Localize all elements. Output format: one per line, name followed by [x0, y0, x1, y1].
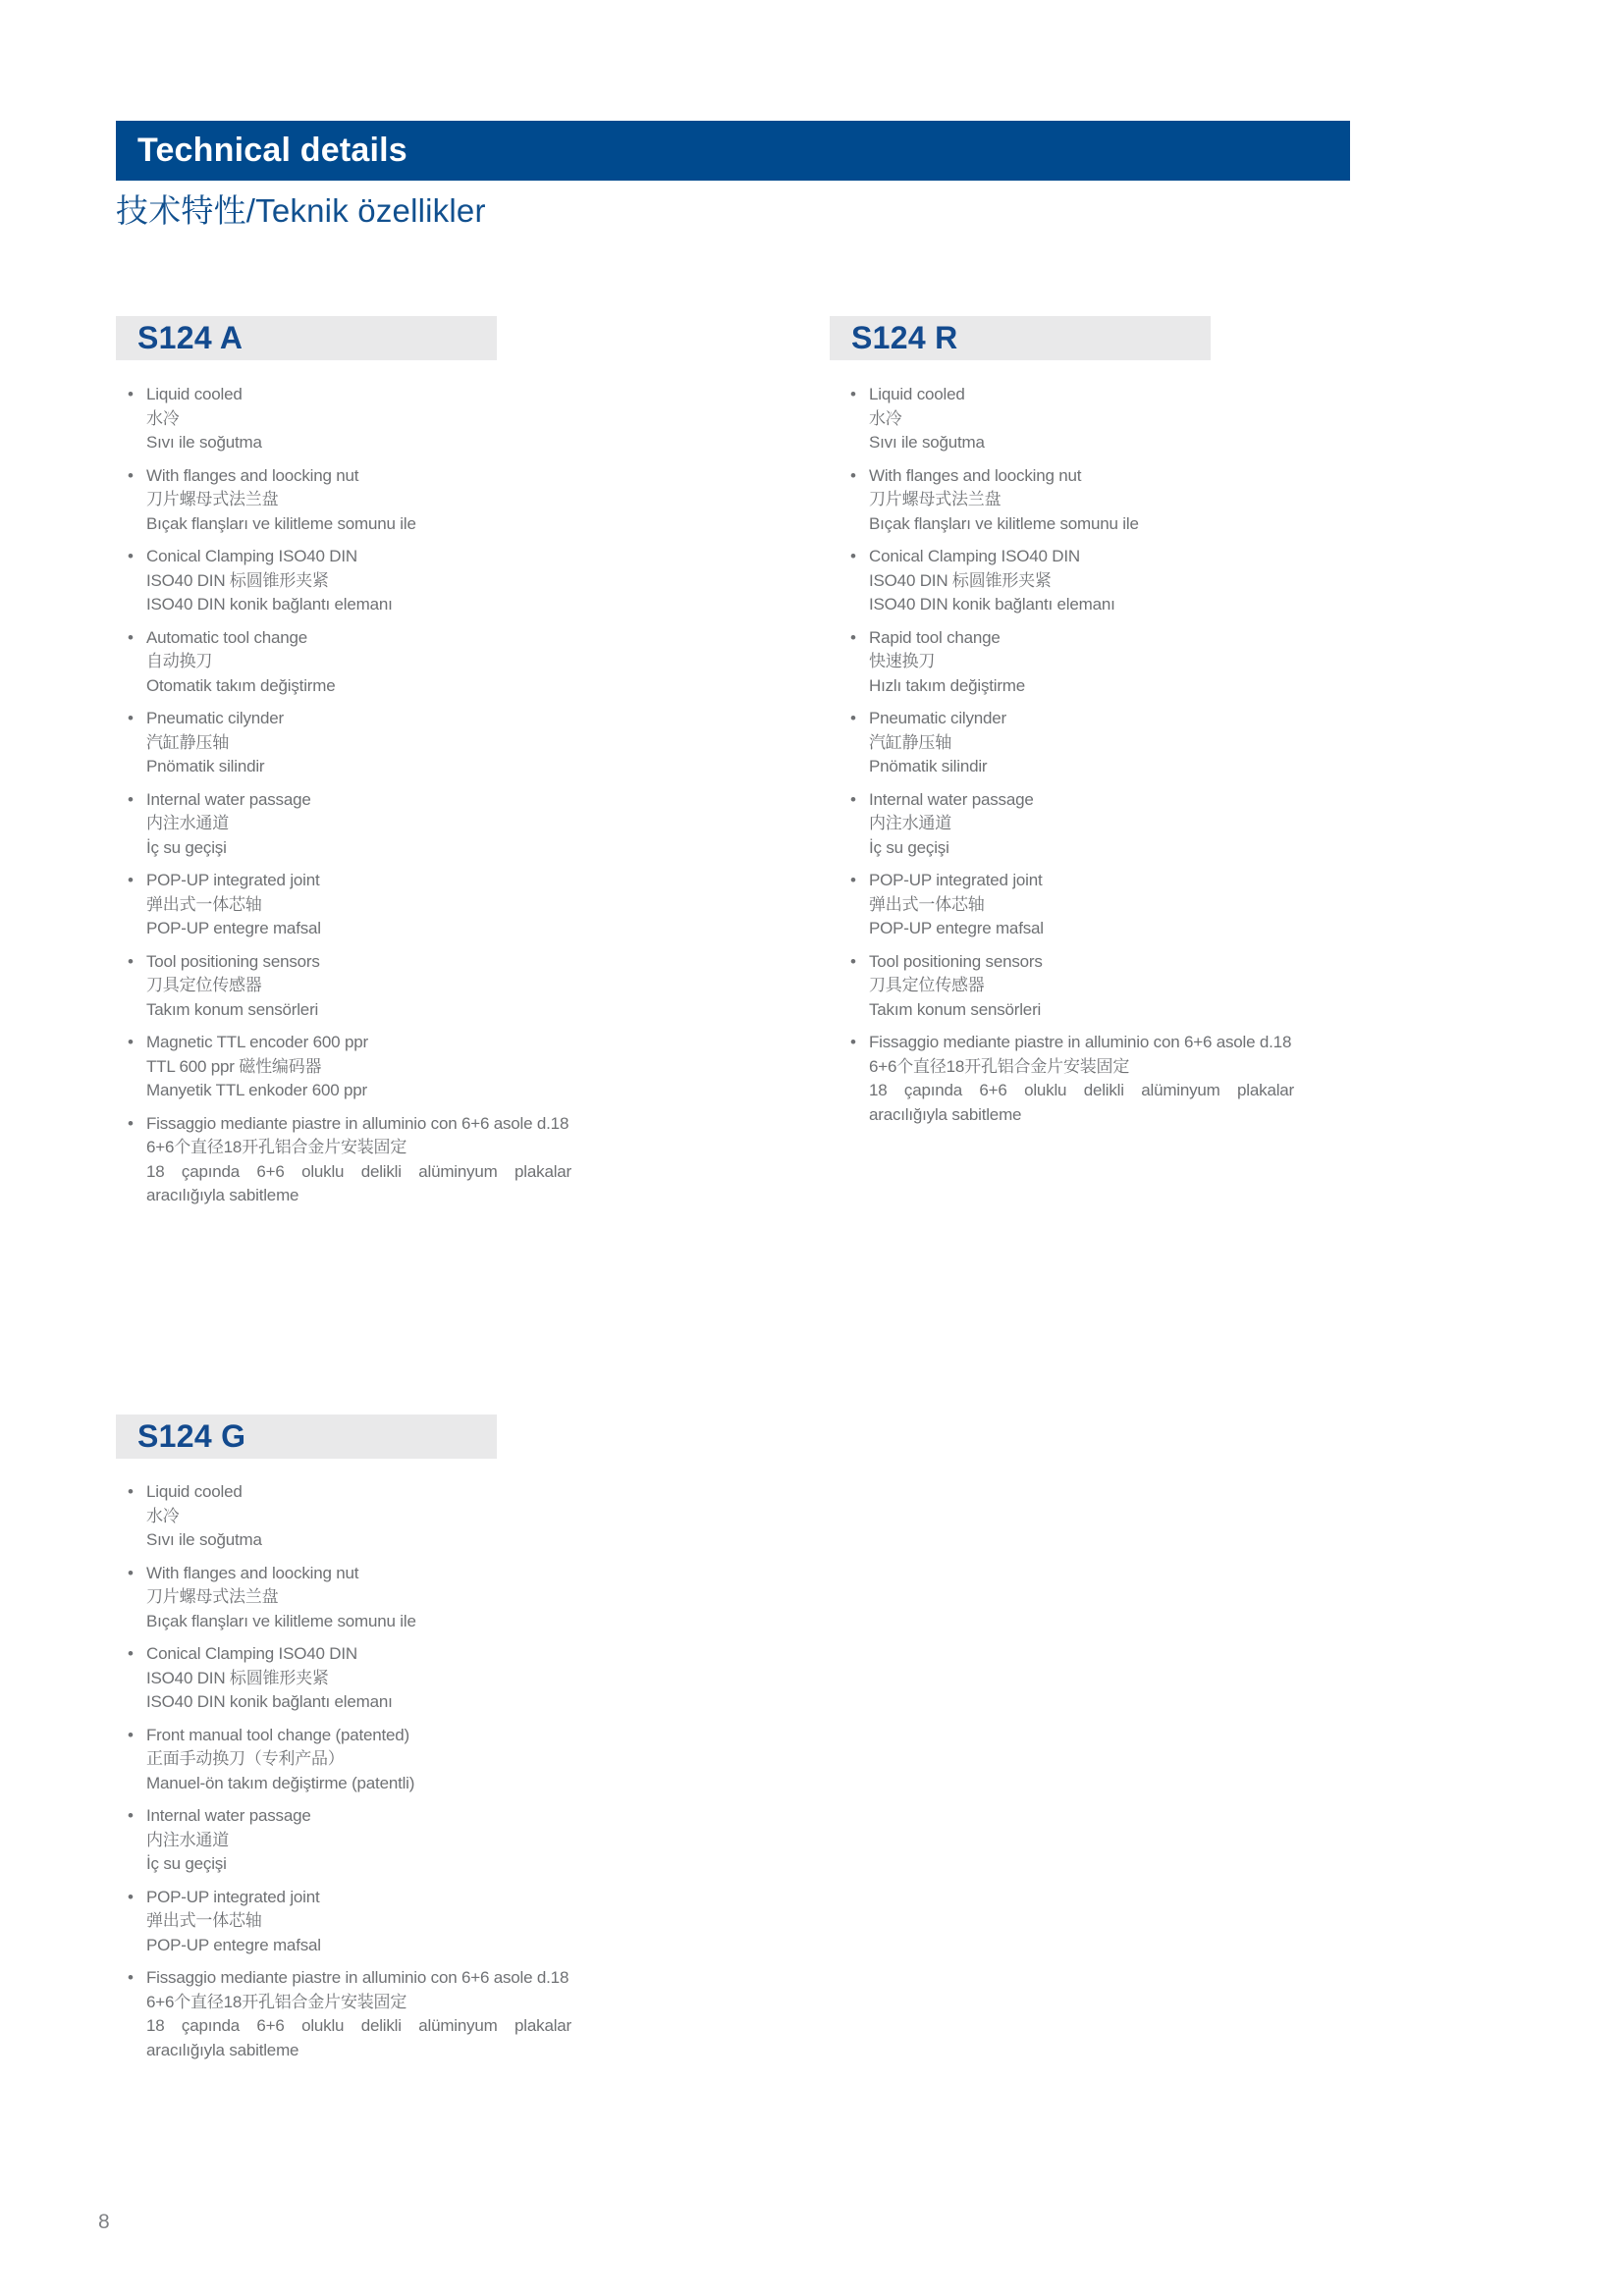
feature-line-primary: • Liquid cooled: [146, 1482, 243, 1501]
feature-line-primary: • Conical Clamping ISO40 DIN: [146, 547, 357, 565]
feature-line-turkish: Sıvı ile soğutma: [146, 433, 262, 452]
feature-line-turkish: POP-UP entegre mafsal: [146, 1935, 321, 1954]
feature-item: [128, 464, 571, 537]
feature-line-turkish: Pnömatik silindir: [146, 757, 265, 775]
feature-line-primary: • Front manual tool change (patented): [146, 1725, 410, 1744]
feature-line-primary: • With flanges and loocking nut: [146, 1563, 359, 1582]
feature-line-primary: • With flanges and loocking nut: [146, 465, 359, 485]
feature-line-primary: • Rapid tool change: [869, 627, 1001, 647]
feature-line-chinese: ISO40 DIN 标圆锥形夹紧: [146, 570, 329, 590]
feature-line-turkish: Otomatik takım değiştirme: [146, 675, 336, 695]
feature-line-chinese: 内注水通道: [146, 1830, 229, 1849]
feature-item: [128, 1724, 571, 1796]
feature-line-turkish: Sıvı ile soğutma: [146, 1530, 262, 1549]
feature-line-chinese: 6+6个直径18开孔铝合金片安装固定: [146, 1992, 407, 2011]
feature-line-chinese: 刀具定位传感器: [146, 976, 262, 994]
feature-item: [850, 383, 1294, 455]
feature-line-primary: • Fissaggio mediante piastre in alluminio con 6+6 asole d.18: [869, 1033, 1292, 1051]
section-title: S124 A: [137, 320, 244, 355]
page-number: 8: [98, 2211, 110, 2233]
feature-line-chinese: TTL 600 ppr 磁性编码器: [146, 1056, 322, 1076]
feature-line-turkish: POP-UP entegre mafsal: [869, 919, 1044, 937]
feature-item: [128, 1031, 571, 1103]
feature-line-primary: • With flanges and loocking nut: [869, 465, 1082, 485]
feature-item: [128, 1562, 571, 1634]
feature-line-turkish: İç su geçişi: [146, 837, 227, 857]
feature-line-turkish: Bıçak flanşları ve kilitleme somunu ile: [146, 513, 416, 533]
feature-line-primary: • Pneumatic cilynder: [869, 709, 1007, 727]
feature-line-primary: • POP-UP integrated joint: [869, 871, 1043, 889]
feature-line-turkish: 18 çapında 6+6 oluklu delikli alüminyum plakalar aracılığıyla sabitleme: [146, 2016, 571, 2059]
feature-line-primary: • POP-UP integrated joint: [146, 871, 320, 889]
feature-line-chinese: 内注水通道: [146, 814, 229, 832]
feature-line-turkish: İç su geçişi: [869, 837, 949, 857]
feature-line-turkish: Pnömatik silindir: [869, 757, 988, 775]
feature-line-turkish: Manyetik TTL enkoder 600 ppr: [146, 1081, 367, 1099]
feature-line-chinese: ISO40 DIN 标圆锥形夹紧: [146, 1668, 329, 1687]
feature-line-turkish: Manuel-ön takım değiştirme (patentli): [146, 1773, 415, 1792]
feature-line-chinese: 内注水通道: [869, 814, 951, 832]
feature-line-primary: • Liquid cooled: [146, 385, 243, 403]
feature-item: [850, 1031, 1294, 1127]
feature-line-primary: • Fissaggio mediante piastre in alluminio con 6+6 asole d.18: [146, 1968, 569, 1987]
feature-line-turkish: Bıçak flanşları ve kilitleme somunu ile: [869, 513, 1139, 533]
feature-item: [128, 869, 571, 941]
feature-line-chinese: 水冷: [146, 408, 180, 428]
feature-item: [128, 1480, 571, 1553]
feature-item: [128, 950, 571, 1023]
feature-line-turkish: 18 çapında 6+6 oluklu delikli alüminyum plakalar aracılığıyla sabitleme: [869, 1081, 1294, 1124]
feature-item: [128, 788, 571, 861]
feature-item: [850, 869, 1294, 941]
page-title: Technical details: [137, 132, 407, 169]
feature-line-turkish: ISO40 DIN konik bağlantı elemanı: [146, 595, 393, 614]
feature-item: [850, 464, 1294, 537]
feature-item: [850, 626, 1294, 699]
feature-item: [128, 1642, 571, 1715]
feature-line-primary: • Internal water passage: [146, 789, 311, 809]
feature-line-primary: • Conical Clamping ISO40 DIN: [146, 1644, 357, 1663]
feature-line-turkish: ISO40 DIN konik bağlantı elemanı: [146, 1692, 393, 1711]
feature-line-chinese: 刀片螺母式法兰盘: [146, 490, 279, 508]
feature-line-turkish: Hızlı takım değiştirme: [869, 675, 1026, 695]
feature-line-chinese: ISO40 DIN 标圆锥形夹紧: [869, 570, 1052, 590]
feature-line-primary: • Fissaggio mediante piastre in alluminio con 6+6 asole d.18: [146, 1113, 569, 1133]
feature-list-s124a: [128, 383, 571, 1217]
feature-line-chinese: 刀片螺母式法兰盘: [146, 1587, 279, 1606]
feature-item: [128, 626, 571, 699]
feature-line-primary: • POP-UP integrated joint: [146, 1887, 320, 1906]
feature-line-turkish: Sıvı ile soğutma: [869, 433, 985, 452]
section-header-s124g: [116, 1415, 497, 1459]
feature-line-turkish: İç su geçişi: [146, 1854, 227, 1873]
feature-item: [850, 950, 1294, 1023]
feature-line-primary: • Conical Clamping ISO40 DIN: [869, 547, 1080, 565]
feature-line-turkish: 18 çapında 6+6 oluklu delikli alüminyum plakalar aracılığıyla sabitleme: [146, 1161, 571, 1204]
feature-line-chinese: 弹出式一体芯轴: [146, 894, 262, 914]
feature-item: [128, 707, 571, 779]
feature-line-chinese: 刀片螺母式法兰盘: [869, 490, 1001, 508]
feature-item: [128, 1886, 571, 1958]
feature-line-chinese: 6+6个直径18开孔铝合金片安装固定: [146, 1138, 407, 1156]
feature-line-primary: • Internal water passage: [146, 1806, 311, 1825]
feature-line-primary: • Magnetic TTL encoder 600 ppr: [146, 1033, 368, 1051]
feature-line-chinese: 弹出式一体芯轴: [869, 894, 985, 914]
feature-line-chinese: 刀具定位传感器: [869, 976, 985, 994]
feature-line-chinese: 弹出式一体芯轴: [146, 1911, 262, 1930]
feature-line-primary: • Tool positioning sensors: [146, 951, 320, 971]
feature-item: [128, 1112, 571, 1208]
section-title: S124 R: [851, 320, 958, 355]
feature-item: [850, 707, 1294, 779]
feature-line-chinese: 汽缸静压轴: [146, 732, 229, 752]
feature-line-primary: • Pneumatic cilynder: [146, 709, 285, 727]
page-subtitle: 技术特性/Teknik özellikler: [116, 192, 486, 229]
feature-item: [128, 1966, 571, 2062]
feature-line-primary: • Internal water passage: [869, 789, 1034, 809]
feature-item: [128, 545, 571, 617]
section-header-s124a: [116, 316, 497, 360]
section-header-s124r: [830, 316, 1211, 360]
feature-list-s124r: [850, 383, 1294, 1136]
feature-line-chinese: 水冷: [146, 1506, 180, 1525]
feature-item: [850, 545, 1294, 617]
feature-line-turkish: Bıçak flanşları ve kilitleme somunu ile: [146, 1611, 416, 1630]
feature-line-chinese: 正面手动换刀（专利产品）: [146, 1749, 345, 1768]
feature-line-turkish: ISO40 DIN konik bağlantı elemanı: [869, 595, 1115, 614]
feature-line-turkish: Takım konum sensörleri: [146, 999, 319, 1019]
feature-item: [850, 788, 1294, 861]
section-title: S124 G: [137, 1418, 246, 1454]
feature-line-chinese: 汽缸静压轴: [869, 732, 951, 752]
feature-line-chinese: 自动换刀: [146, 652, 213, 670]
feature-list-s124g: [128, 1480, 571, 2071]
feature-item: [128, 383, 571, 455]
feature-line-turkish: Takım konum sensörleri: [869, 999, 1042, 1019]
feature-line-chinese: 快速换刀: [869, 652, 936, 670]
feature-line-primary: • Tool positioning sensors: [869, 951, 1043, 971]
feature-line-primary: • Liquid cooled: [869, 385, 965, 403]
feature-item: [128, 1804, 571, 1877]
feature-line-primary: • Automatic tool change: [146, 627, 308, 647]
feature-line-chinese: 6+6个直径18开孔铝合金片安装固定: [869, 1056, 1130, 1076]
feature-line-chinese: 水冷: [869, 408, 902, 428]
feature-line-turkish: POP-UP entegre mafsal: [146, 919, 321, 937]
title-bar: [116, 121, 1350, 181]
